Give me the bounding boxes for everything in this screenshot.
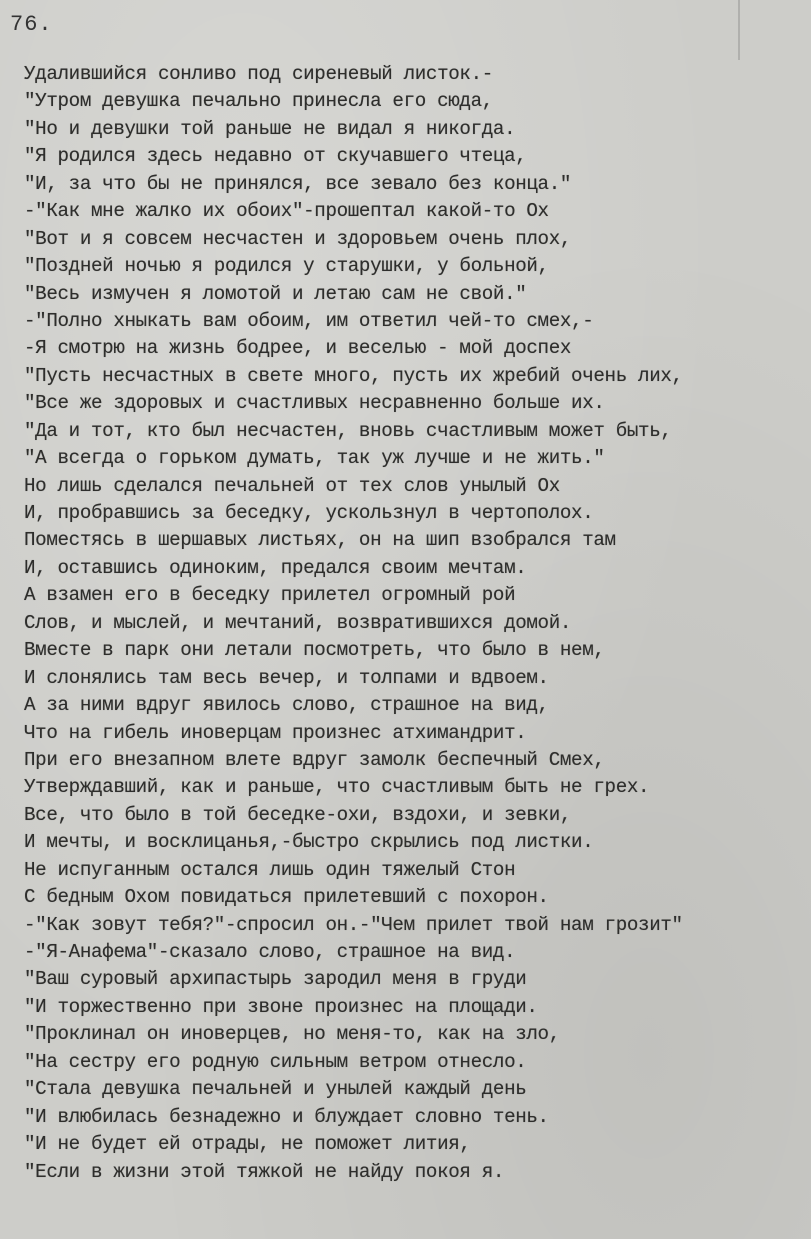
text-line: И слонялись там весь вечер, и толпами и вдвоем.: [24, 666, 549, 689]
text-line: -"Полно хныкать вам обоим, им ответил чей-то смех,-: [24, 309, 594, 332]
text-line: Не испуганным остался лишь один тяжелый Стон: [24, 858, 516, 881]
text-line: И, оставшись одиноким, предался своим мечтам.: [24, 556, 527, 579]
text-line: "Ваш суровый архипастырь зародил меня в груди: [24, 968, 527, 991]
text-line: "Все же здоровых и счастливых несравненно больше их.: [24, 392, 605, 415]
text-line: -Я смотрю на жизнь бодрее, и веселью - мой доспех: [24, 337, 572, 360]
text-line: Все, что было в той беседке-охи, вздохи, и зевки,: [24, 803, 572, 826]
text-line: С бедным Охом повидаться прилетевший с похорон.: [24, 886, 549, 909]
text-line: "Проклинал он иноверцев, но меня-то, как на зло,: [24, 1023, 560, 1046]
text-line: "Пусть несчастных в свете много, пусть их жребий очень лих,: [24, 364, 683, 387]
text-line: "И, за что бы не принялся, все зевало без конца.": [24, 172, 572, 195]
text-line: "Весь измучен я ломотой и летаю сам не свой.": [24, 282, 527, 305]
text-line: "А всегда о горьком думать, так уж лучше и не жить.": [24, 447, 605, 470]
text-line: "Но и девушки той раньше не видал я никогда.: [24, 117, 516, 140]
poem-text: [24, 61, 811, 1186]
text-line: Утверждавший, как и раньше, что счастливым быть не грех.: [24, 776, 650, 799]
text-line: А взамен его в беседку прилетел огромный рой: [24, 584, 516, 607]
text-line: А за ними вдруг явилось слово, страшное на вид,: [24, 694, 549, 717]
text-line: Вместе в парк они летали посмотреть, что было в нем,: [24, 639, 605, 662]
text-line: И мечты, и восклицанья,-быстро скрылись под листки.: [24, 831, 594, 854]
text-line: "Стала девушка печальней и унылей каждый день: [24, 1078, 527, 1101]
text-line: "И торжественно при звоне произнес на площади.: [24, 995, 538, 1018]
text-line: Что на гибель иноверцам произнес атхимандрит.: [24, 721, 527, 744]
text-line: "Поздней ночью я родился у старушки, у больной,: [24, 255, 549, 278]
text-line: Слов, и мыслей, и мечтаний, возвратившихся домой.: [24, 611, 572, 634]
paper-fold-mark: [738, 0, 740, 60]
text-line: "Утром девушка печально принесла его сюда,: [24, 90, 493, 113]
text-line: "На сестру его родную сильным ветром отнесло.: [24, 1050, 527, 1073]
text-line: -"Как зовут тебя?"-спросил он.-"Чем прилет твой нам грозит": [24, 913, 683, 936]
text-line: Удалившийся сонливо под сиреневый листок.-: [24, 63, 493, 85]
text-line: "И влюбилась безнадежно и блуждает словно тень.: [24, 1105, 549, 1128]
text-line: "Если в жизни этой тяжкой не найду покоя я.: [24, 1160, 505, 1183]
text-line: -"Как мне жалко их обоих"-прошептал какой-то Ох: [24, 200, 549, 223]
text-line: Поместясь в шершавых листьях, он на шип взобрался там: [24, 529, 616, 552]
text-line: При его внезапном влете вдруг замолк беспечный Смех,: [24, 748, 605, 771]
text-line: -"Я-Анафема"-сказало слово, страшное на вид.: [24, 941, 516, 963]
text-line: И, пробравшись за беседку, ускользнул в чертополох.: [24, 502, 594, 524]
text-line: "Я родился здесь недавно от скучавшего чтеца,: [24, 145, 527, 168]
page-number: 76.: [10, 12, 53, 37]
text-line: "Да и тот, кто был несчастен, вновь счастливым может быть,: [24, 419, 672, 442]
text-line: "Вот и я совсем несчастен и здоровьем очень плох,: [24, 227, 572, 250]
text-line: Но лишь сделался печальней от тех слов унылый Ох: [24, 474, 560, 497]
text-line: "И не будет ей отрады, не поможет лития,: [24, 1133, 471, 1156]
